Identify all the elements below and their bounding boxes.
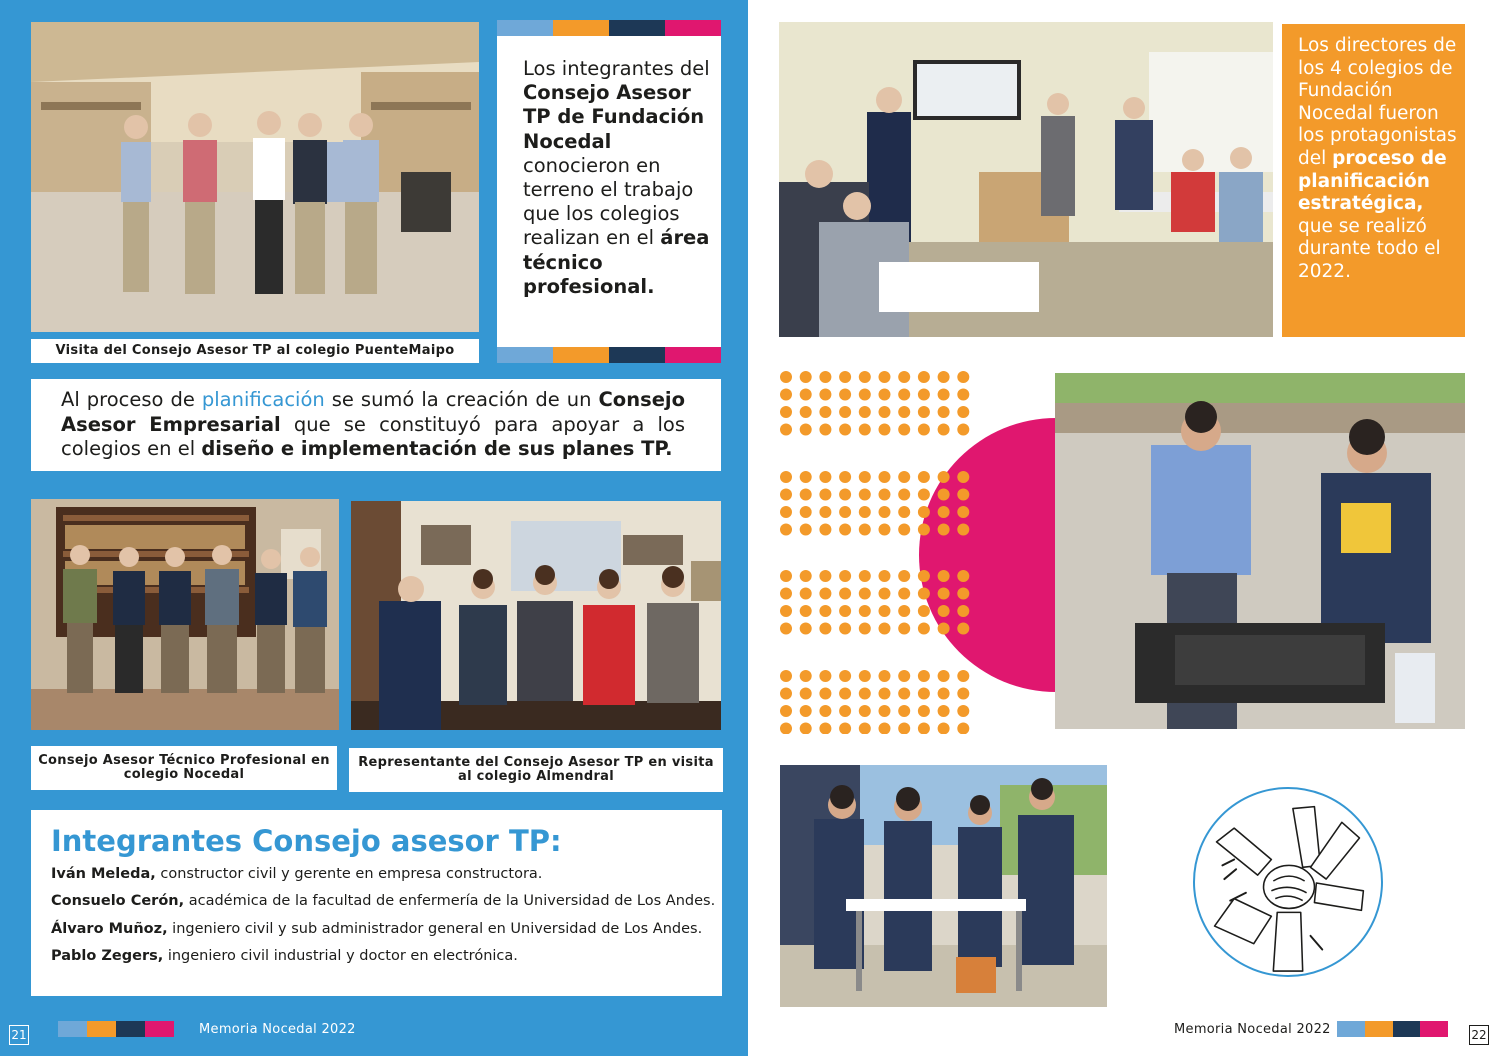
footer-title-right: Memoria Nocedal 2022: [1174, 1022, 1331, 1037]
color-strip-bottom: [497, 347, 721, 363]
page-number-right: 22: [1469, 1025, 1489, 1045]
stacked-hands-icon: [1193, 787, 1383, 977]
planning-text: Al proceso de planificación se sumó la creación de un Consejo Asesor Empresarial que se constituyó para apoyar a los colegios en el diseño e implementación de sus planes TP.: [61, 388, 686, 460]
decorative-dots-circle: [779, 368, 1059, 734]
member-line: Consuelo Cerón, académica de la facultad de enfermería de la Universidad de Los Andes.: [51, 893, 716, 909]
color-strip-top: [497, 20, 721, 36]
caption-nocedal-council: Consejo Asesor Técnico Profesional en colegio Nocedal: [31, 746, 337, 790]
quote-text: Los integrantes del Consejo Asesor TP de Fundación Nocedal conocieron en terreno el trabajo que los colegios realizan en el área técnico profesional.: [523, 57, 710, 298]
member-line: Iván Meleda, constructor civil y gerente en empresa constructora.: [51, 866, 543, 882]
photo-atrium-visit: [31, 22, 479, 332]
photo-student-demo: [1055, 373, 1465, 729]
caption-atrium-visit: Visita del Consejo Asesor TP al colegio PuenteMaipo: [31, 339, 479, 363]
directors-highlight-box: Los directores de los 4 colegios de Fundación Nocedal fueron los protagonistas del proceso de planificación estratégica, que se realizó durante todo el 2022.: [1282, 24, 1465, 337]
members-title: Integrantes Consejo asesor TP:: [51, 824, 562, 858]
footer-color-strip-right: [1337, 1021, 1448, 1037]
photo-nocedal-council: [31, 499, 339, 730]
photo-students-workshop: [780, 765, 1107, 1007]
photo-planning-meeting: [779, 22, 1273, 337]
footer-title-left: Memoria Nocedal 2022: [199, 1022, 356, 1037]
photo-almendral-visit: [351, 501, 721, 730]
page-number-left: 21: [9, 1025, 29, 1045]
footer-color-strip-left: [58, 1021, 174, 1037]
member-line: Álvaro Muñoz, ingeniero civil y sub administrador general en Universidad de Los Andes.: [51, 921, 703, 937]
member-line: Pablo Zegers, ingeniero civil industrial y doctor en electrónica.: [51, 948, 518, 964]
caption-almendral-visit: Representante del Consejo Asesor TP en visita al colegio Almendral: [349, 748, 723, 792]
